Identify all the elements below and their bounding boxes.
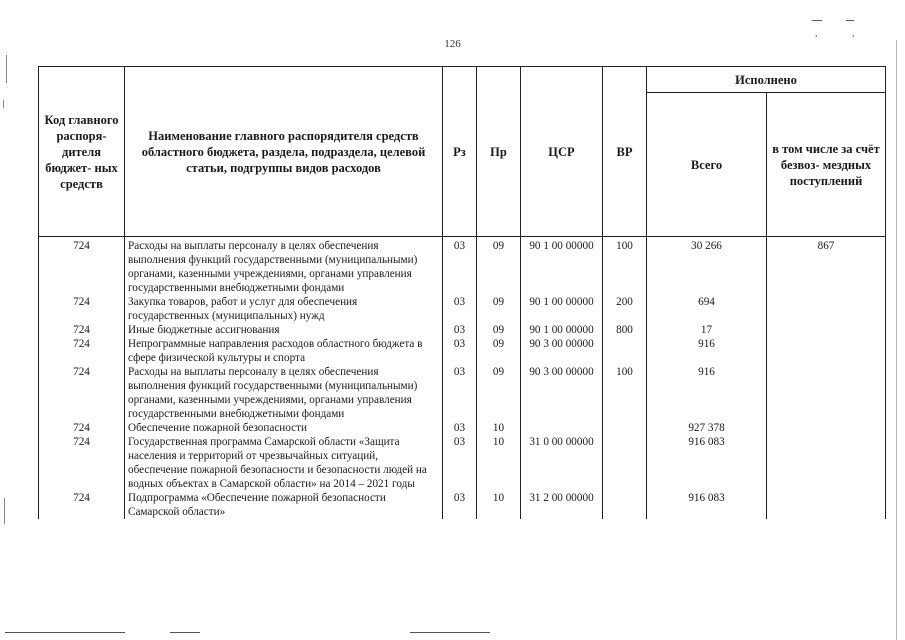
cell-rz: 03 xyxy=(443,295,477,323)
cell-vr xyxy=(603,491,647,519)
table-row xyxy=(39,421,886,435)
cell-total: 694 xyxy=(647,295,767,323)
table-row xyxy=(39,237,886,296)
header-rz: Рз xyxy=(443,67,477,237)
cell-total: 916 083 xyxy=(647,435,767,491)
cell-code: 724 xyxy=(39,237,125,296)
cell-pr: 09 xyxy=(477,323,521,337)
scan-dash xyxy=(5,632,125,633)
cell-code: 724 xyxy=(39,365,125,421)
cell-code: 724 xyxy=(39,295,125,323)
cell-code: 724 xyxy=(39,421,125,435)
cell-total: 927 378 xyxy=(647,421,767,435)
cell-total: 17 xyxy=(647,323,767,337)
cell-vr xyxy=(603,421,647,435)
cell-csr: 90 1 00 00000 xyxy=(521,295,603,323)
cell-name: Расходы на выплаты персоналу в целях обеспечения выполнения функций государственными (муниципальными) органами, казенными учреждениями, органами управления государственными внебюджетными фондами xyxy=(125,365,443,421)
cell-incl xyxy=(767,421,886,435)
edge-mark xyxy=(6,55,7,83)
cell-name: Государственная программа Самарской области «Защита населения и территорий от чрезвычайных ситуаций, обеспечение пожарной безопасности и безопасности людей на водных объектах в Самарской области» на 2014 – 2021 годы xyxy=(125,435,443,491)
cell-total: 916 083 xyxy=(647,491,767,519)
scan-speck: , xyxy=(815,28,818,39)
cell-name: Непрограммные направления расходов областного бюджета в сфере физической культуры и спорта xyxy=(125,337,443,365)
header-vr: ВР xyxy=(603,67,647,237)
cell-rz: 03 xyxy=(443,421,477,435)
cell-code: 724 xyxy=(39,435,125,491)
header-total: Всего xyxy=(647,93,767,237)
cell-incl xyxy=(767,365,886,421)
header-csr: ЦСР xyxy=(521,67,603,237)
cell-csr: 90 3 00 00000 xyxy=(521,337,603,365)
cell-incl xyxy=(767,323,886,337)
cell-total: 916 xyxy=(647,365,767,421)
cell-pr: 09 xyxy=(477,295,521,323)
cell-csr: 90 3 00 00000 xyxy=(521,365,603,421)
cell-vr: 200 xyxy=(603,295,647,323)
cell-code: 724 xyxy=(39,323,125,337)
cell-incl: 867 xyxy=(767,237,886,296)
scan-dash xyxy=(410,632,490,633)
table-row xyxy=(39,365,886,421)
header-pr: Пр xyxy=(477,67,521,237)
cell-vr: 800 xyxy=(603,323,647,337)
cell-incl xyxy=(767,491,886,519)
cell-vr: 100 xyxy=(603,237,647,296)
header-incl: в том числе за счёт безвоз- мездных поступлений xyxy=(767,93,886,237)
table-row xyxy=(39,323,886,337)
edge-mark xyxy=(896,40,897,640)
cell-pr: 09 xyxy=(477,365,521,421)
cell-rz: 03 xyxy=(443,435,477,491)
cell-name: Обеспечение пожарной безопасности xyxy=(125,421,443,435)
cell-csr: 31 2 00 00000 xyxy=(521,491,603,519)
cell-rz: 03 xyxy=(443,323,477,337)
cell-vr: 100 xyxy=(603,365,647,421)
cell-pr: 10 xyxy=(477,491,521,519)
header-executed: Исполнено xyxy=(647,67,886,93)
cell-pr: 09 xyxy=(477,337,521,365)
cell-code: 724 xyxy=(39,491,125,519)
cell-vr xyxy=(603,337,647,365)
cell-rz: 03 xyxy=(443,337,477,365)
cell-name: Иные бюджетные ассигнования xyxy=(125,323,443,337)
cell-incl xyxy=(767,337,886,365)
cell-pr: 09 xyxy=(477,237,521,296)
cell-incl xyxy=(767,295,886,323)
cell-csr: 90 1 00 00000 xyxy=(521,237,603,296)
cell-total: 30 266 xyxy=(647,237,767,296)
cell-name: Расходы на выплаты персоналу в целях обеспечения выполнения функций государственными (муниципальными) органами, казенными учреждениями, органами управления государственными внебюджетными фондами xyxy=(125,237,443,296)
scan-speck: , xyxy=(852,28,855,39)
cell-pr: 10 xyxy=(477,421,521,435)
edge-mark xyxy=(3,100,4,108)
cell-rz: 03 xyxy=(443,365,477,421)
table-row xyxy=(39,491,886,519)
cell-rz: 03 xyxy=(443,237,477,296)
table-row xyxy=(39,435,886,491)
cell-csr: 31 0 00 00000 xyxy=(521,435,603,491)
scan-dash xyxy=(170,632,200,633)
page-number: 126 xyxy=(444,38,461,50)
table-row xyxy=(39,295,886,323)
cell-csr: 90 1 00 00000 xyxy=(521,323,603,337)
cell-total: 916 xyxy=(647,337,767,365)
cell-incl xyxy=(767,435,886,491)
budget-table xyxy=(38,66,886,519)
cell-name: Подпрограмма «Обеспечение пожарной безопасности Самарской области» xyxy=(125,491,443,519)
header-name: Наименование главного распорядителя средств областного бюджета, раздела, подраздела, целевой статьи, подгруппы видов расходов xyxy=(125,67,443,237)
scan-dash xyxy=(846,20,854,21)
table-row xyxy=(39,337,886,365)
edge-mark xyxy=(4,498,5,524)
cell-csr xyxy=(521,421,603,435)
header-code: Код главного распоря- дителя бюджет- ных средств xyxy=(39,67,125,237)
cell-vr xyxy=(603,435,647,491)
cell-name: Закупка товаров, работ и услуг для обеспечения государственных (муниципальных) нужд xyxy=(125,295,443,323)
cell-rz: 03 xyxy=(443,491,477,519)
cell-pr: 10 xyxy=(477,435,521,491)
cell-code: 724 xyxy=(39,337,125,365)
scan-dash xyxy=(812,20,822,21)
